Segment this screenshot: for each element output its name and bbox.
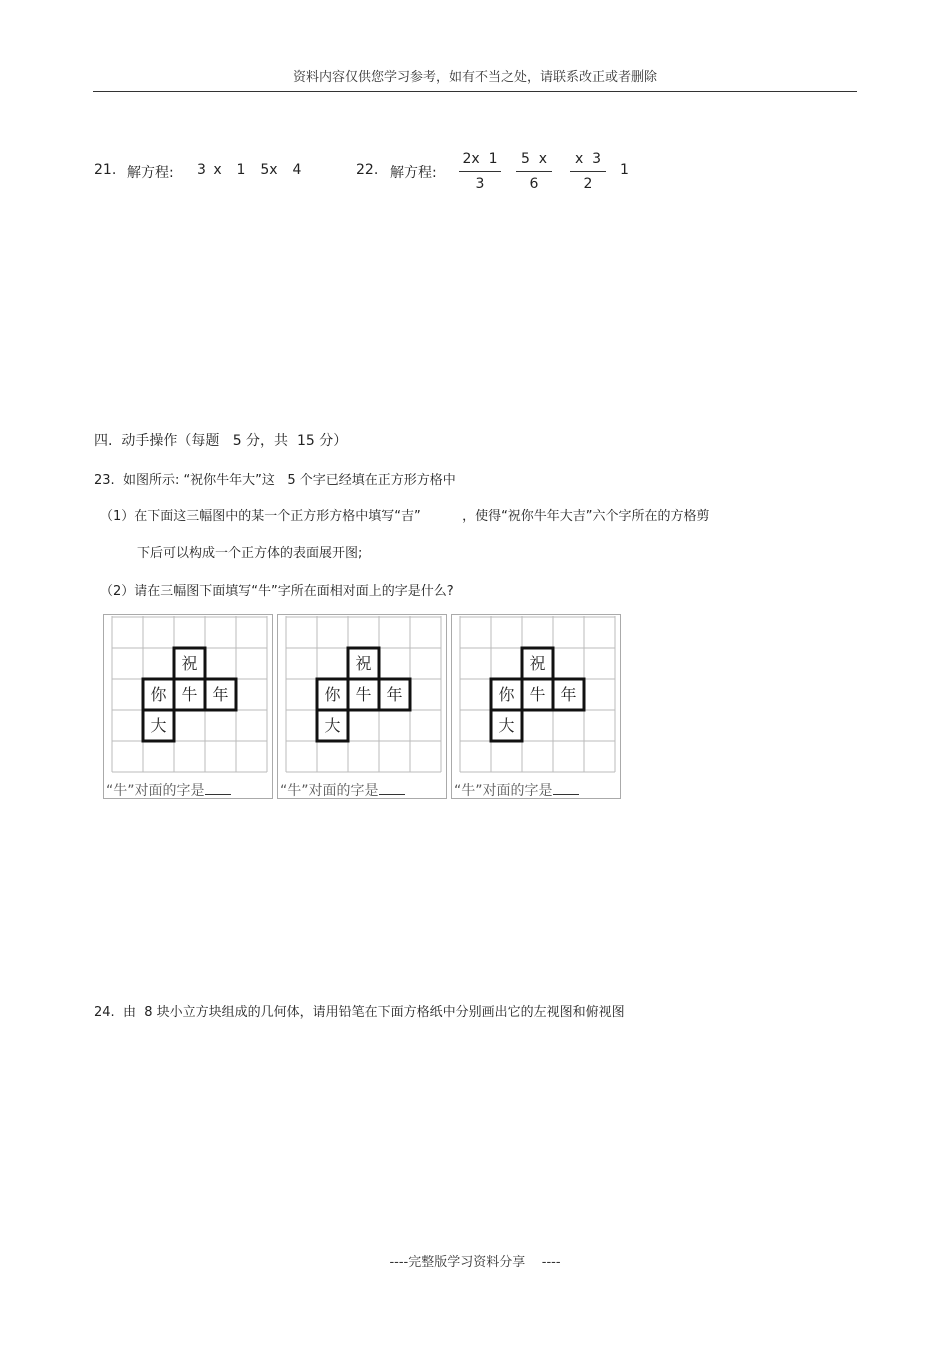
fraction-bar: [459, 171, 501, 172]
q22-fraction-2: [516, 150, 552, 193]
q22-tail: 1: [620, 162, 629, 178]
grid-drawing: [452, 615, 620, 798]
fraction-denominator: 3: [475, 176, 485, 192]
grid-figure-3: [451, 614, 621, 799]
cell-da: 大: [150, 716, 167, 735]
caption-text: “牛”对面的字是: [454, 783, 553, 799]
q22-fraction-1: [459, 150, 501, 193]
page-footer: ----完整版学习资料分享 ----: [389, 1255, 561, 1270]
cell-nian: 年: [386, 685, 403, 704]
grid-figure-1: [103, 614, 273, 799]
cell-zhu: 祝: [529, 654, 546, 673]
q22-number: 22.: [356, 162, 379, 178]
grid-figure-2: [277, 614, 447, 799]
grid-caption: [454, 780, 579, 800]
q22-fraction-3: [570, 150, 606, 193]
cell-da: 大: [324, 716, 341, 735]
q23-part2: （2）请在三幅图下面填写“牛”字所在面相对面上的字是什么?: [100, 584, 454, 599]
grid-drawing: [104, 615, 272, 798]
cell-zhu: 祝: [355, 654, 372, 673]
cell-niu: 牛: [181, 685, 198, 704]
q23-part1-line1: （1）在下面这三幅图中的某一个正方形方格中填写“吉” ，使得“祝你牛年大吉”六个字所在的方格剪: [100, 509, 710, 524]
header-divider: [93, 91, 857, 92]
page-header: 资料内容仅供您学习参考，如有不当之处，请联系改正或者删除: [292, 70, 657, 85]
grid-drawing: [278, 615, 446, 798]
q24-text: 24. 由 8 块小立方块组成的几何体，请用铅笔在下面方格纸中分别画出它的左视图和俯视图: [94, 1005, 625, 1020]
answer-blank[interactable]: [553, 781, 579, 795]
cell-zhu: 祝: [181, 654, 198, 673]
cell-nian: 年: [560, 685, 577, 704]
answer-blank[interactable]: [205, 781, 231, 795]
fraction-bar: [516, 171, 552, 172]
grid-caption: [106, 780, 231, 800]
cell-da: 大: [498, 716, 515, 735]
grid-caption: [280, 780, 405, 800]
cell-ni: 你: [324, 685, 341, 704]
q21-equation: 3 x 1 5x 4: [197, 162, 302, 178]
section-title: 四. 动手操作（每题 5 分，共 15 分）: [94, 433, 348, 449]
q21-number: 21.: [94, 162, 117, 178]
cell-ni: 你: [150, 685, 167, 704]
cell-ni: 你: [498, 685, 515, 704]
q23-part1-line2: 下后可以构成一个正方体的表面展开图;: [137, 546, 363, 561]
fraction-numerator: 5 x: [520, 151, 548, 167]
cell-niu: 牛: [355, 685, 372, 704]
fraction-numerator: x 3: [574, 151, 602, 167]
cell-nian: 年: [212, 685, 229, 704]
fraction-denominator: 6: [529, 176, 539, 192]
q23-stem: 23. 如图所示: “祝你牛年大”这 5 个字已经填在正方形方格中: [94, 473, 456, 488]
fraction-denominator: 2: [583, 176, 593, 192]
q21-label: 解方程:: [127, 165, 174, 181]
fraction-bar: [570, 171, 606, 172]
caption-text: “牛”对面的字是: [280, 783, 379, 799]
caption-text: “牛”对面的字是: [106, 783, 205, 799]
q22-label: 解方程:: [390, 165, 437, 181]
answer-blank[interactable]: [379, 781, 405, 795]
cell-niu: 牛: [529, 685, 546, 704]
fraction-numerator: 2x 1: [462, 151, 498, 167]
